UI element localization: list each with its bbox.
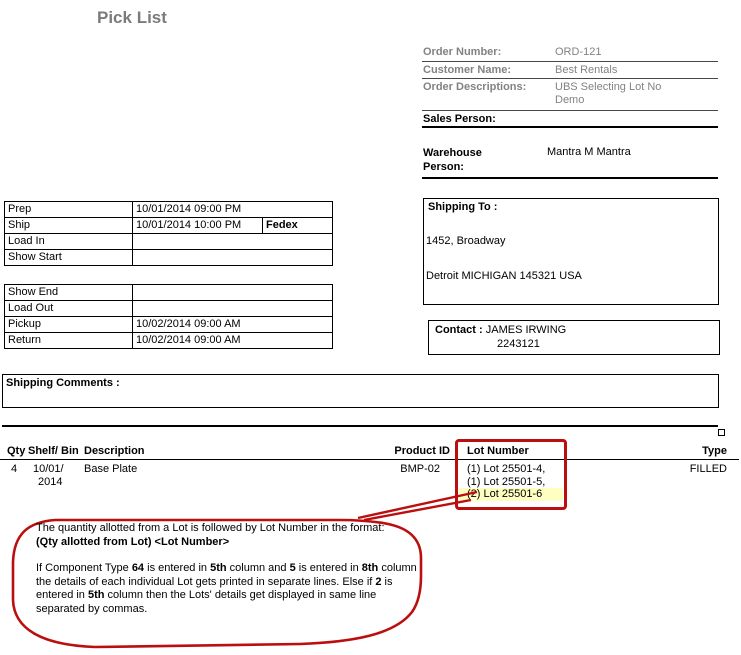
col-header-description: Description <box>84 445 145 457</box>
schedule-label: Prep <box>5 202 133 218</box>
divider <box>422 61 718 62</box>
col-header-type: Type <box>702 445 727 457</box>
table-row <box>5 218 333 234</box>
contact-box <box>428 320 720 355</box>
warehouse-person-label: Warehouse Person: <box>423 147 482 173</box>
shipping-address-line2: Detroit MICHIGAN 145321 USA <box>426 270 582 282</box>
sales-person-label: Sales Person: <box>423 113 496 125</box>
contact-phone: 2243121 <box>497 338 540 350</box>
schedule-value <box>133 301 333 317</box>
table-row <box>5 301 333 317</box>
col-header-qty: Qty <box>7 445 26 457</box>
order-descriptions-label: Order Descriptions: <box>423 81 527 93</box>
item-lot-2: (1) Lot 25501-5, <box>467 476 546 488</box>
schedule-value <box>133 250 333 266</box>
divider <box>422 177 718 179</box>
table-row <box>5 202 333 218</box>
item-lot-1: (1) Lot 25501-4, <box>467 463 546 475</box>
schedule-table-2 <box>4 284 333 349</box>
table-row <box>5 250 333 266</box>
schedule-value: 10/01/2014 10:00 PM <box>133 218 263 234</box>
order-number-value: ORD-121 <box>555 46 602 58</box>
shipping-comments-heading: Shipping Comments : <box>6 377 120 389</box>
empty-checkbox <box>718 429 725 436</box>
customer-name-label: Customer Name: <box>423 64 512 76</box>
lot-number-highlight-rectangle <box>455 439 567 510</box>
schedule-label: Return <box>5 333 133 349</box>
schedule-value <box>133 234 333 250</box>
divider <box>422 126 718 128</box>
schedule-label: Show End <box>5 285 133 301</box>
order-descriptions-value: UBS Selecting Lot No Demo <box>555 81 662 106</box>
schedule-value <box>133 285 333 301</box>
callout-format: (Qty allotted from Lot) <Lot Number> <box>36 535 230 548</box>
table-row <box>5 234 333 250</box>
col-header-product-id: Product ID <box>394 445 450 457</box>
divider <box>422 78 718 79</box>
schedule-label: Show Start <box>5 250 133 266</box>
schedule-label: Load In <box>5 234 133 250</box>
schedule-label: Pickup <box>5 317 133 333</box>
item-product-id: BMP-02 <box>400 463 440 475</box>
contact-line <box>435 324 566 336</box>
item-description: Base Plate <box>84 463 138 475</box>
order-number-label: Order Number: <box>423 46 502 58</box>
customer-name-value: Best Rentals <box>555 64 618 76</box>
divider <box>422 110 718 111</box>
item-type: FILLED <box>689 463 727 475</box>
warehouse-person-value: Mantra M Mantra <box>547 146 631 158</box>
schedule-value: 10/02/2014 09:00 AM <box>133 333 333 349</box>
schedule-value: 10/02/2014 09:00 AM <box>133 317 333 333</box>
schedule-label: Load Out <box>5 301 133 317</box>
col-header-shelf-bin: Shelf/ Bin <box>28 445 79 457</box>
item-lot-3-highlighted: (2) Lot 25501-6 <box>459 488 563 501</box>
schedule-label: Ship <box>5 218 133 234</box>
page-title: Pick List <box>97 8 167 27</box>
section-divider <box>2 425 718 427</box>
table-row <box>5 333 333 349</box>
schedule-table-1 <box>4 201 333 266</box>
callout-p2: If Component Type 64 is entered in 5th column and 5 is entered in 8th column the details of each individual Lot gets printed in separate lines. Else if 2 is entered in 5th column then the Lots' details get displayed in same line separated by commas. <box>36 562 417 615</box>
shipping-comments-box <box>2 374 719 408</box>
item-shelf-bin-line1: 10/01/ <box>33 463 64 475</box>
carrier-value: Fedex <box>263 218 333 234</box>
table-row <box>5 317 333 333</box>
shipping-address-line1: 1452, Broadway <box>426 235 506 247</box>
col-header-lot-number: Lot Number <box>467 445 529 457</box>
callout-p1: The quantity allotted from a Lot is followed by Lot Number in the format: <box>36 522 385 534</box>
contact-label: Contact : <box>435 324 483 336</box>
spacer <box>36 549 418 562</box>
callout-note <box>36 522 418 617</box>
item-qty: 4 <box>10 463 18 475</box>
table-row <box>5 285 333 301</box>
shipping-to-box <box>423 198 719 305</box>
schedule-value: 10/01/2014 09:00 PM <box>133 202 333 218</box>
item-shelf-bin-line2: 2014 <box>38 476 63 488</box>
shipping-to-heading: Shipping To : <box>428 201 498 213</box>
header-underline <box>0 459 739 460</box>
contact-name: JAMES IRWING <box>485 324 567 336</box>
